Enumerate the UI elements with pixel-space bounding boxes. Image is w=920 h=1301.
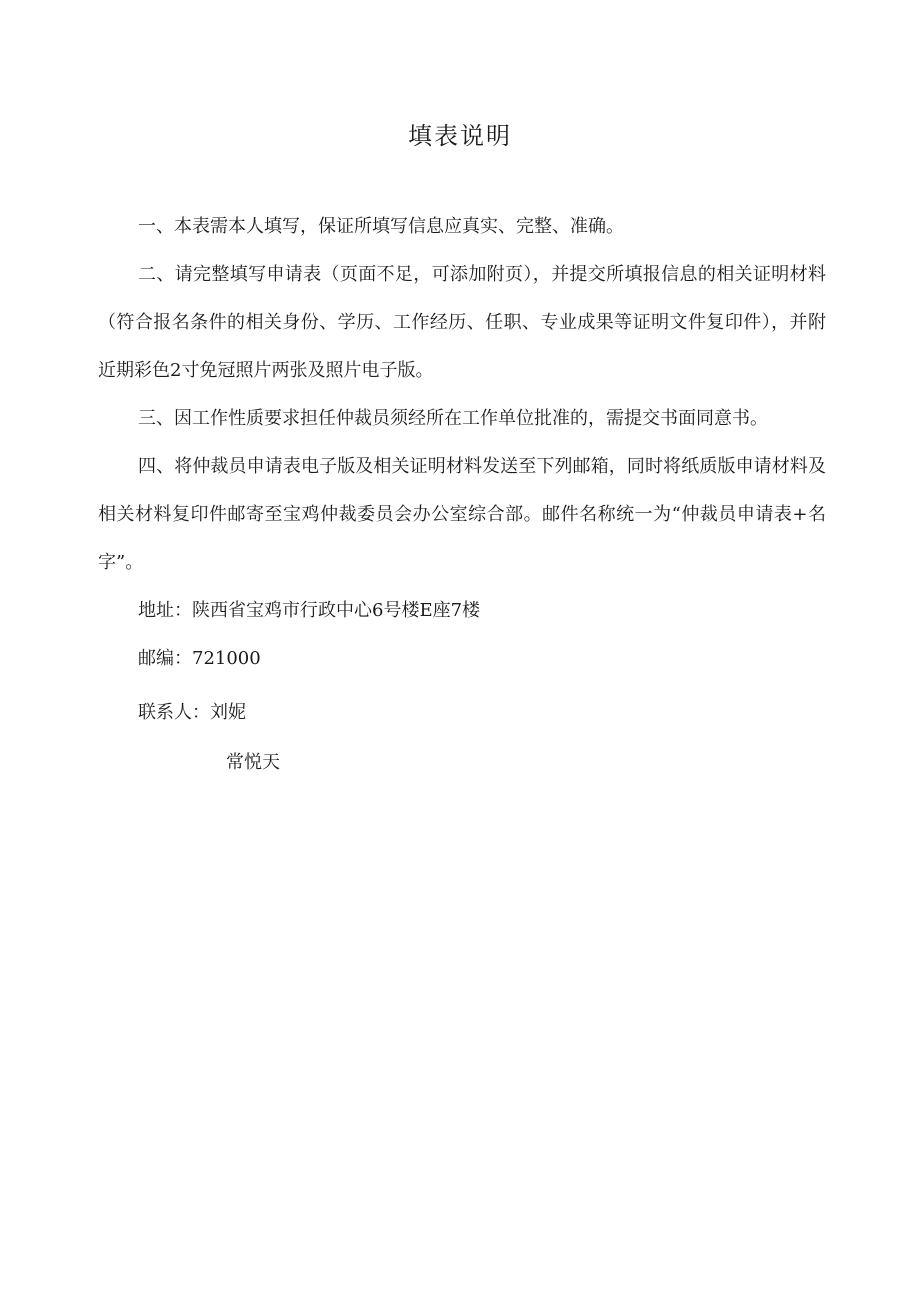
instruction-paragraph-1: 一、本表需本人填写，保证所填写信息应真实、完整、准确。 [138,216,624,237]
address-line: 地址：陕西省宝鸡市行政中心6号楼E座7楼 [138,600,481,621]
contact-second-person: 常悦天 [226,752,280,773]
page-title: 填表说明 [408,122,512,150]
instruction-paragraph-3: 三、因工作性质要求担任仲裁员须经所在工作单位批准的，需提交书面同意书。 [138,408,768,429]
postcode-line: 邮编：721000 [138,648,261,669]
instruction-paragraph-2: 二、请完整填写申请表（页面不足，可添加附页），并提交所填报信息的相关证明材料（符合报名条件的相关身份、学历、工作经历、任职、专业成果等证明文件复印件），并附近期彩色2寸免冠照片两张及照片电子版。 [98,264,826,381]
instruction-paragraph-4: 四、将仲裁员申请表电子版及相关证明材料发送至下列邮箱，同时将纸质版申请材料及相关材料复印件邮寄至宝鸡仲裁委员会办公室综合部。邮件名称统一为“仲裁员申请表+名字”。 [98,456,826,573]
contact-line: 联系人：刘妮 [138,702,246,723]
